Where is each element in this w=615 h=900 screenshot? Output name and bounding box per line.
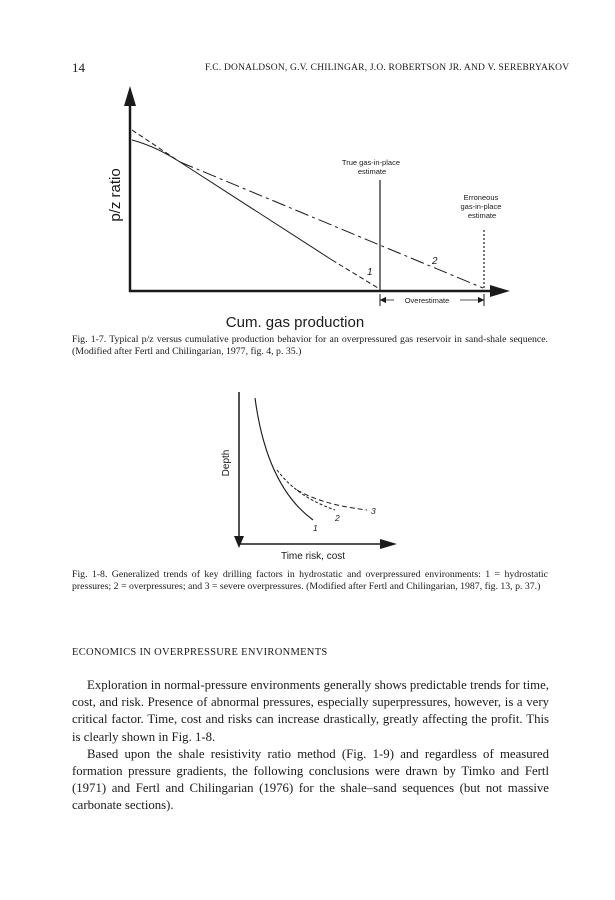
running-header-authors: F.C. DONALDSON, G.V. CHILINGAR, J.O. ROBERTSON JR. AND V. SEREBRYAKOV	[205, 63, 570, 73]
true-estimate-label-line2: estimate	[357, 167, 387, 176]
figure-1-8-drilling-trends	[215, 388, 415, 563]
y-axis-label: p/z ratio	[107, 168, 124, 222]
erroneous-estimate-label	[461, 193, 504, 220]
body-text	[72, 677, 549, 815]
figure-1-7-pz-plot	[100, 80, 520, 332]
true-estimate-label-line1: True gas-in-place	[341, 158, 400, 167]
curve-true-trend	[132, 140, 332, 260]
erroneous-label-line1: Erroneous	[463, 193, 499, 202]
curve-2-label: 2	[335, 513, 340, 523]
curve-1-label: 1	[313, 523, 318, 533]
curve-2-label: 2	[432, 256, 438, 267]
curve-1-hydrostatic	[255, 398, 313, 520]
curve-2-erroneous-extension	[180, 162, 483, 288]
x-axis-label: Time risk, cost	[280, 551, 346, 562]
x-axis-arrowhead	[380, 539, 397, 549]
x-axis-label: Cum. gas production	[225, 314, 365, 331]
true-estimate-label	[342, 158, 402, 176]
erroneous-label-line3: estimate	[467, 211, 497, 220]
figure-1-7-caption: Fig. 1-7. Typical p/z versus cumulative production behavior for an overpressured gas reservoir in sand-shale sequence. (Modified after Fertl and Chilingarian, 1977, fig. 4, p. 35.)	[72, 334, 548, 357]
curve-3-label: 3	[371, 506, 376, 516]
curve-3-severe-overpressure	[297, 490, 367, 510]
paragraph-1: Exploration in normal-pressure environments generally shows predictable trends for time, cost, and risk. Presence of abnormal pressures, especially superpressures, however, is a very critical factor. Time, cost and risks can increase drastically, greatly affecting the profit. This is clearly shown in Fig. 1-8.	[72, 678, 549, 744]
curve-2-erroneous-line	[132, 130, 180, 162]
y-axis-arrowhead	[124, 86, 136, 106]
section-heading: ECONOMICS IN OVERPRESSURE ENVIRONMENTS	[72, 647, 328, 658]
y-axis-arrowhead	[234, 536, 244, 548]
overestimate-label: Overestimate	[404, 296, 450, 305]
erroneous-label-line2: gas-in-place	[460, 202, 502, 211]
page-number: 14	[72, 60, 85, 75]
y-axis-label: Depth	[221, 449, 232, 477]
x-axis-arrowhead	[490, 285, 510, 297]
curve-1-label: 1	[367, 267, 373, 278]
figure-1-8-caption: Fig. 1-8. Generalized trends of key drilling factors in hydrostatic and overpressured environments: 1 = hydrostatic pressures; 2 = overpressures; and 3 = severe overpressures. (Modified after Fertl and Chilingarian, 1987, fig. 13, p. 37.)	[72, 569, 548, 592]
paragraph-2: Based upon the shale resistivity ratio method (Fig. 1-9) and regardless of measured formation pressure gradients, the following conclusions were drawn by Timko and Fertl (1971) and Fertl and Chilingarian (1976) for the shale–sand sequences (but not massive carbonate sections).	[72, 746, 549, 813]
